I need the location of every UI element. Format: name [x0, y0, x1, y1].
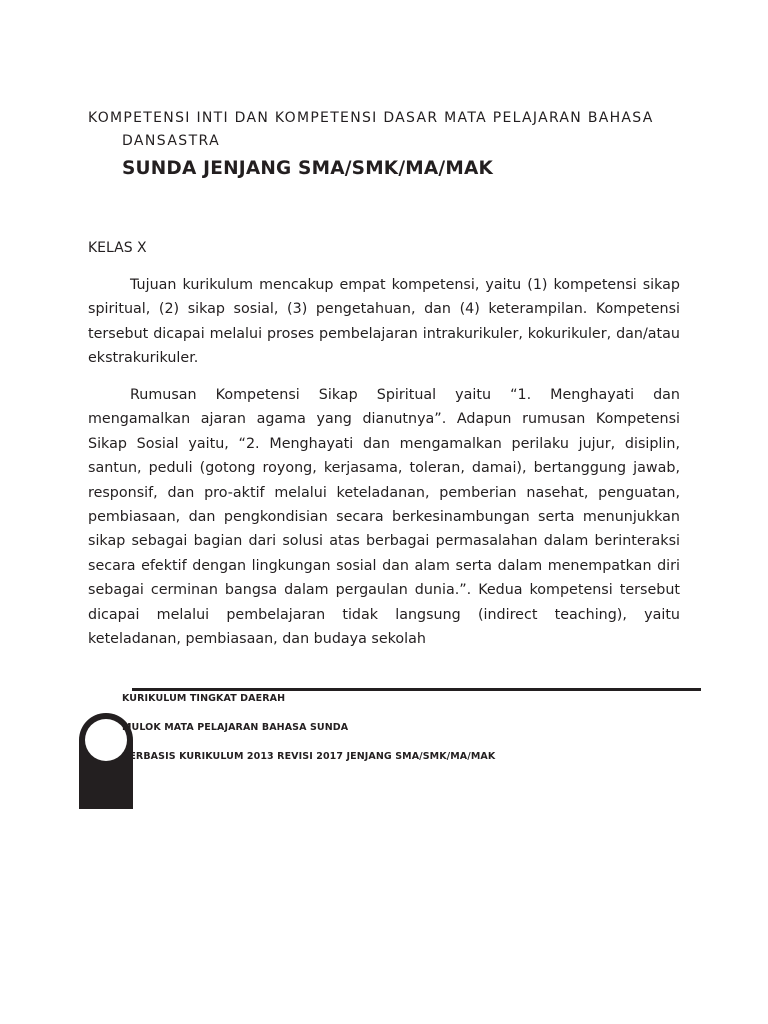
footer-line-2: MULOK MATA PELAJARAN BAHASA SUNDA — [122, 722, 349, 733]
footer-line-3: BERBASIS KURIKULUM 2013 REVISI 2017 JENJANG SMA/SMK/MA/MAK — [122, 751, 496, 762]
section-label: KELAS X — [88, 240, 147, 256]
paragraph-1-text: Tujuan kurikulum mencakup empat kompetensi, yaitu (1) kompetensi sikap spiritual, (2) sikap sosial, (3) pengetahuan, dan (4) keterampilan. Kompetensi tersebut dicapai melalui proses pembelajaran intrakurikuler, kokurikuler, dan/atau ekstrakurikuler. — [88, 277, 680, 367]
footer-divider — [132, 688, 701, 691]
paragraph-2-text: Rumusan Kompetensi Sikap Spiritual yaitu “1. Menghayati dan mengamalkan ajaran agama yang dianutnya”. Adapun rumusan Kompetensi Sikap Sosial yaitu, “2. Menghayati dan mengamalkan perilaku jujur, disiplin, santun, peduli (gotong royong, kerjasama, toleran, damai), bertanggung jawab, responsif, dan pro-aktif melalui keteladanan, pemberian nasehat, penguatan, pembiasaan, dan pengkondisian secara berkesinambungan serta menunjukkan sikap sebagai bagian dari solusi atas berbagai permasalahan dalam berinteraksi secara efektif dengan lingkungan sosial dan alam serta dalam menempatkan diri sebagai cerminan bangsa dalam pergaulan dunia.”. Kedua kompetensi tersebut dicapai melalui pembelajaran tidak langsung (indirect teaching), yaitu keteladanan, pembiasaan, dan budaya sekolah — [88, 387, 680, 648]
page-title: SUNDA JENJANG SMA/SMK/MA/MAK — [122, 158, 494, 179]
paragraph-1 — [88, 273, 680, 371]
footer-line-1: KURIKULUM TINGKAT DAERAH — [122, 693, 286, 704]
paragraph-2 — [88, 383, 680, 651]
header-line-2: DANSASTRA — [122, 133, 221, 149]
header-line-1: KOMPETENSI INTI DAN KOMPETENSI DASAR MATA PELAJARAN BAHASA — [88, 110, 654, 126]
